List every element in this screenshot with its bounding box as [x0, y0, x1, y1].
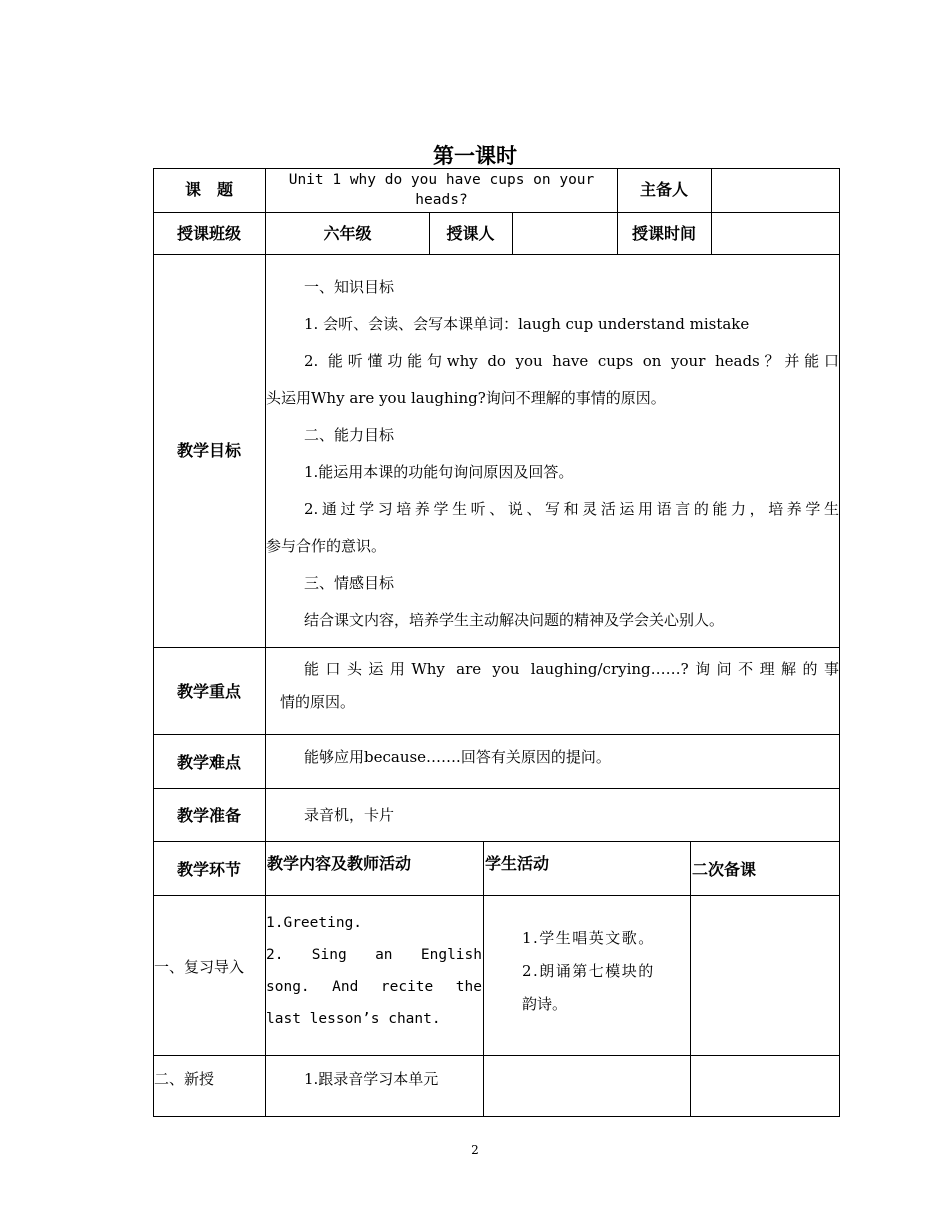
objectives-line: 1.能运用本课的功能句询问原因及回答。: [304, 463, 574, 481]
objectives-line: 三、情感目标: [304, 574, 395, 592]
student-line: 2.朗诵第七模块的: [522, 962, 655, 980]
page-number: 2: [471, 1143, 479, 1157]
preparation-line: 录音机，卡片: [304, 806, 395, 824]
objectives-line: 结合课文内容，培养学生主动解决问题的精神及学会关心别人。: [304, 611, 725, 629]
page-title: 第一课时: [433, 144, 517, 168]
topic-value-line2: heads?: [415, 192, 468, 208]
stage-header: 教学环节: [176, 860, 241, 879]
time-label: 授课时间: [631, 224, 696, 243]
key-points-line1: 能口头运用Why are you laughing/crying……?询问不理解的事: [304, 660, 839, 678]
stage-student: [522, 922, 688, 1021]
lesson-plan-table: [153, 168, 840, 1117]
key-points-label: 教学重点: [176, 682, 241, 701]
student-line: 韵诗。: [522, 995, 568, 1013]
difficulties-text: [266, 739, 839, 776]
class-value: 六年级: [323, 224, 372, 243]
objectives-line: 头运用Why are you laughing?询问不理解的事情的原因。: [266, 389, 666, 407]
content-line: 2. Sing an English: [266, 947, 482, 963]
second-header: 二次备课: [692, 860, 757, 879]
content-line: 1.跟录音学习本单元: [304, 1070, 439, 1088]
student-header: 学生活动: [485, 854, 550, 873]
objectives-line: 参与合作的意识。: [266, 537, 387, 555]
stage-name: 二、新授: [154, 1070, 215, 1088]
key-points-text: [266, 653, 839, 719]
topic-value: [266, 170, 617, 210]
preparation-label: 教学准备: [176, 806, 241, 825]
class-label: 授课班级: [176, 224, 241, 243]
objectives-text: [266, 269, 839, 639]
preparer-label: 主备人: [639, 180, 688, 199]
content-line: song. And recite the: [266, 979, 482, 995]
stage-content: [266, 907, 482, 1035]
preparation-text: [266, 797, 839, 834]
stage-name: 一、复习导入: [154, 958, 245, 976]
objectives-label: 教学目标: [176, 441, 241, 460]
objectives-line: 2.通过学习培养学生听、说、写和灵活运用语言的能力，培养学生: [304, 500, 839, 518]
objectives-line: 1. 会听、会读、会写本课单词：laugh cup understand mistake: [304, 315, 750, 333]
teacher-label: 授课人: [446, 224, 495, 243]
topic-label: 课 题: [184, 180, 233, 199]
topic-value-line1: Unit 1 why do you have cups on your: [288, 172, 595, 188]
content-line: 1.Greeting.: [266, 915, 363, 931]
stage-content: [266, 1061, 482, 1098]
difficulties-line: 能够应用because…….回答有关原因的提问。: [304, 748, 611, 766]
content-header: 教学内容及教师活动: [267, 854, 412, 873]
difficulties-label: 教学难点: [176, 753, 241, 772]
objectives-line: 2. 能听懂功能句why do you have cups on your heads？并能口: [304, 352, 839, 370]
content-line: last lesson’s chant.: [266, 1011, 441, 1027]
student-line: 1.学生唱英文歌。: [522, 929, 655, 947]
objectives-line: 一、知识目标: [304, 278, 395, 296]
objectives-line: 二、能力目标: [304, 426, 395, 444]
key-points-line2: 情的原因。: [280, 693, 356, 711]
